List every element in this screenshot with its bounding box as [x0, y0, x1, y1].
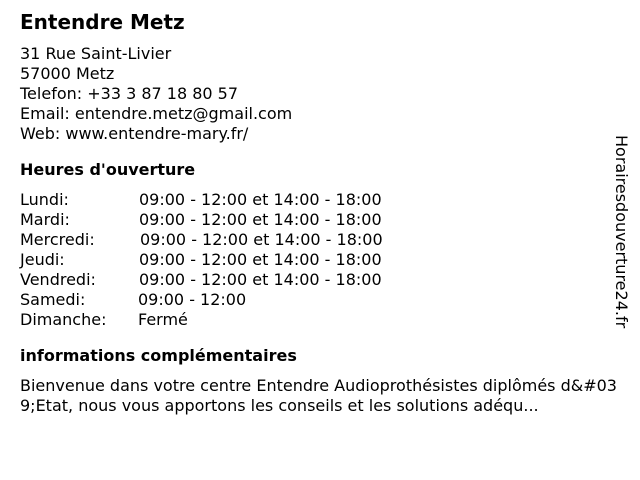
hours-row-jeudi — [20, 250, 620, 270]
address-city: 57000 Metz — [20, 64, 115, 83]
phone-number: Telefon: +33 3 87 18 80 57 — [20, 84, 239, 103]
day-label: Jeudi: — [20, 250, 65, 269]
hours-row-dimanche — [20, 310, 620, 330]
hours-row-lundi — [20, 190, 620, 210]
additional-info-heading: informations complémentaires — [20, 346, 297, 365]
day-label: Samedi: — [20, 290, 86, 309]
time-value: 09:00 - 12:00 et 14:00 - 18:00 — [139, 210, 382, 229]
time-value: Fermé — [138, 310, 188, 329]
business-card — [20, 8, 620, 416]
hours-row-mardi — [20, 210, 620, 230]
day-label: Mercredi: — [20, 230, 95, 249]
description-text: Bienvenue dans votre centre Entendre Audioprothésistes diplômés d&#039;Etat, nous vous apportons les conseils et les solutions adéqu... — [20, 376, 617, 415]
hours-row-samedi — [20, 290, 620, 310]
day-label: Lundi: — [20, 190, 69, 209]
website: Web: www.entendre-mary.fr/ — [20, 124, 249, 143]
time-value: 09:00 - 12:00 et 14:00 - 18:00 — [140, 230, 383, 249]
day-label: Vendredi: — [20, 270, 96, 289]
time-value: 09:00 - 12:00 et 14:00 - 18:00 — [139, 190, 382, 209]
time-value: 09:00 - 12:00 et 14:00 - 18:00 — [139, 250, 382, 269]
day-label: Mardi: — [20, 210, 70, 229]
hours-row-vendredi — [20, 270, 620, 290]
address-street: 31 Rue Saint-Livier — [20, 44, 172, 63]
opening-hours-heading: Heures d'ouverture — [20, 160, 196, 179]
hours-row-mercredi — [20, 230, 620, 250]
time-value: 09:00 - 12:00 — [138, 290, 247, 309]
day-label: Dimanche: — [20, 310, 107, 329]
time-value: 09:00 - 12:00 et 14:00 - 18:00 — [139, 270, 382, 289]
opening-hours-list — [20, 190, 620, 330]
email-address: Email: entendre.metz@gmail.com — [20, 104, 293, 123]
business-name: Entendre Metz — [20, 10, 185, 34]
watermark-text: Horairesdouverture24.fr — [612, 135, 631, 329]
